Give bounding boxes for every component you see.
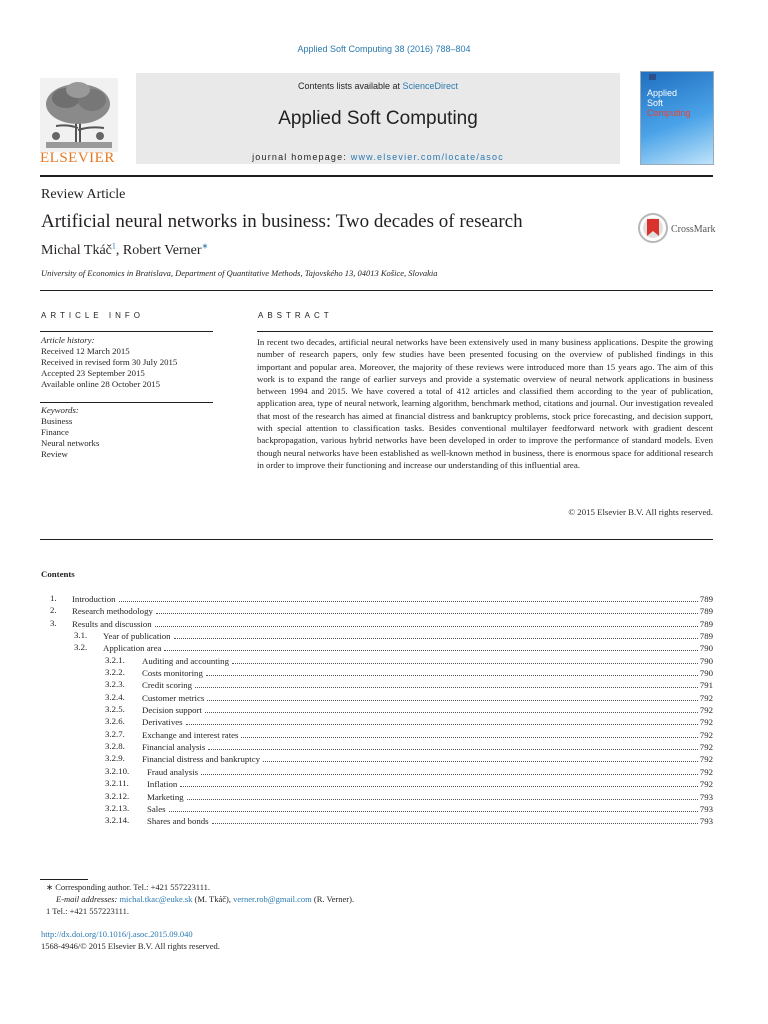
toc-entry-page: 791: [699, 680, 713, 691]
contents-heading: Contents: [41, 569, 75, 579]
toc-leader-dots: [174, 629, 698, 639]
crossmark-label[interactable]: CrossMark: [671, 224, 716, 235]
corresponding-text: Corresponding author. Tel.: +421 557223111.: [55, 882, 210, 892]
keyword-item: Business: [41, 416, 73, 426]
journal-title: Applied Soft Computing: [278, 108, 478, 129]
history-item: Received in revised form 30 July 2015: [41, 357, 178, 367]
article-info-heading: ARTICLE INFO: [41, 311, 144, 320]
toc-leader-dots: [187, 790, 698, 800]
toc-entry[interactable]: [0, 790, 768, 802]
footnotes: [46, 881, 354, 917]
toc-entry-number: 3.2.12.: [105, 790, 130, 801]
keywords-rule: [40, 402, 213, 403]
corresponding-mark[interactable]: ∗: [201, 241, 209, 251]
corresponding-footnote: [46, 881, 354, 893]
toc-entry-page: 790: [699, 655, 713, 666]
toc-leader-dots: [119, 592, 698, 602]
toc-leader-dots: [207, 691, 697, 701]
toc-entry-page: 793: [699, 791, 713, 802]
toc-entry-page: 792: [699, 766, 713, 777]
toc-entry-title: Decision support: [142, 705, 202, 716]
toc-entry[interactable]: [0, 814, 768, 826]
footnote-rule: [40, 879, 88, 880]
toc-entry-title: Costs monitoring: [142, 668, 203, 679]
author-separator: ,: [115, 243, 123, 258]
journal-cover-image: [641, 72, 713, 164]
cover-line-3: Computing: [647, 108, 691, 118]
article-history: [41, 335, 213, 390]
email-link[interactable]: michal.tkac@euke.sk: [119, 894, 193, 904]
table-of-contents: [0, 592, 768, 827]
abstract-heading: ABSTRACT: [258, 311, 333, 320]
toc-entry-title: Sales: [147, 803, 166, 814]
contents-available-line: [136, 81, 620, 91]
article-info-rule: [40, 331, 213, 332]
toc-entry-number: 3.2.6.: [105, 716, 125, 727]
toc-entry-page: 792: [699, 729, 713, 740]
toc-entry-number: 3.2.10.: [105, 765, 130, 776]
keyword-item: Neural networks: [41, 438, 100, 448]
toc-entry[interactable]: [0, 752, 768, 764]
toc-entry-title: Year of publication: [103, 631, 171, 642]
author-list: [41, 243, 208, 259]
toc-entry-title: Customer metrics: [142, 692, 205, 703]
toc-entry-title: Financial distress and bankruptcy: [142, 754, 260, 765]
toc-leader-dots: [169, 802, 698, 812]
issn-line: 1568-4946/© 2015 Elsevier B.V. All rights reserved.: [41, 941, 220, 951]
toc-entry-number: 3.2.14.: [105, 815, 130, 826]
toc-entry-number: 3.2.8.: [105, 741, 125, 752]
toc-entry[interactable]: [0, 765, 768, 777]
toc-entry-title: Research methodology: [72, 606, 153, 617]
toc-entry[interactable]: [0, 666, 768, 678]
toc-leader-dots: [180, 777, 698, 787]
toc-entry-page: 789: [699, 618, 713, 629]
toc-entry-number: 3.2.4.: [105, 691, 125, 702]
journal-citation[interactable]: Applied Soft Computing 38 (2016) 788–804: [297, 44, 471, 54]
email-owner: (M. Tkáč),: [192, 894, 234, 904]
toc-entry-page: 792: [699, 779, 713, 790]
toc-entry-title: Shares and bonds: [147, 816, 209, 827]
toc-entry-number: 3.2.: [74, 642, 88, 653]
sciencedirect-link[interactable]: ScienceDirect: [402, 81, 459, 91]
toc-entry-title: Marketing: [147, 791, 184, 802]
keywords-label: Keywords:: [41, 405, 79, 415]
doi-link[interactable]: http://dx.doi.org/10.1016/j.asoc.2015.09.040: [41, 929, 193, 939]
homepage-prefix: journal homepage:: [252, 152, 351, 162]
toc-entry[interactable]: [0, 641, 768, 653]
toc-entry-page: 789: [699, 594, 713, 604]
toc-entry[interactable]: [0, 617, 768, 629]
crossmark-icon[interactable]: [638, 213, 668, 243]
history-item: Received 12 March 2015: [41, 346, 130, 356]
toc-entry-number: 3.2.2.: [105, 667, 125, 678]
author-name: Michal Tkáč: [41, 243, 112, 258]
toc-entry-number: 3.2.5.: [105, 704, 125, 715]
toc-leader-dots: [156, 604, 698, 614]
doi-block: [41, 928, 220, 952]
author-affiliation: University of Economics in Bratislava, Department of Quantitative Methods, Tajovského 13, 04013 Košice, Slovakia: [41, 268, 438, 278]
email-label: E-mail addresses:: [56, 894, 118, 904]
toc-leader-dots: [241, 728, 697, 738]
toc-entry-page: 792: [699, 705, 713, 716]
toc-entry-number: 3.2.7.: [105, 728, 125, 739]
keyword-item: Finance: [41, 427, 69, 437]
toc-entry-page: 793: [699, 803, 713, 814]
toc-entry-number: 3.2.11.: [105, 778, 129, 789]
toc-entry-title: Exchange and interest rates: [142, 729, 239, 740]
toc-leader-dots: [205, 703, 698, 713]
toc-entry-number: 2.: [50, 605, 57, 616]
email-owner: (R. Verner).: [311, 894, 355, 904]
toc-entry[interactable]: [0, 703, 768, 715]
keyword-item: Review: [41, 449, 68, 459]
toc-entry[interactable]: [0, 604, 768, 616]
footnote-mark: 1: [46, 906, 51, 916]
history-label: Article history:: [41, 335, 95, 345]
elsevier-wordmark: ELSEVIER: [40, 150, 115, 166]
toc-entry-title: Results and discussion: [72, 618, 152, 629]
toc-entry[interactable]: [0, 728, 768, 740]
toc-entry-number: 3.: [50, 617, 57, 628]
article-type: Review Article: [41, 187, 126, 202]
toc-entry[interactable]: [0, 802, 768, 814]
keywords-list: [41, 405, 213, 460]
toc-entry-page: 792: [699, 692, 713, 703]
toc-entry-title: Financial analysis: [142, 742, 206, 753]
toc-entry[interactable]: [0, 777, 768, 789]
history-item: Accepted 23 September 2015: [41, 368, 145, 378]
toc-leader-dots: [232, 654, 698, 664]
toc-leader-dots: [155, 617, 698, 627]
toc-entry[interactable]: [0, 678, 768, 690]
toc-entry[interactable]: [0, 715, 768, 727]
toc-entry-page: 793: [699, 816, 713, 827]
toc-entry-number: 3.1.: [74, 630, 88, 641]
title-rule: [40, 290, 713, 291]
toc-leader-dots: [208, 740, 698, 750]
toc-entry-number: 1.: [50, 593, 57, 603]
toc-leader-dots: [212, 814, 698, 824]
elsevier-tree-logo: [40, 78, 118, 152]
toc-entry-page: 789: [699, 631, 713, 642]
toc-leader-dots: [164, 641, 697, 651]
email-link[interactable]: verner.rob@gmail.com: [233, 894, 312, 904]
homepage-link[interactable]: www.elsevier.com/locate/asoc: [350, 152, 504, 162]
journal-homepage: [136, 152, 620, 162]
toc-entry-page: 790: [699, 643, 713, 654]
toc-leader-dots: [186, 715, 698, 725]
toc-entry-number: 3.2.9.: [105, 753, 125, 764]
header-rule: [40, 175, 713, 177]
cover-title: [647, 88, 709, 118]
toc-entry-number: 3.2.1.: [105, 654, 125, 665]
toc-leader-dots: [263, 752, 698, 762]
toc-leader-dots: [201, 765, 698, 775]
footnote-mark[interactable]: 1: [111, 241, 116, 251]
corresponding-mark: ∗: [46, 882, 54, 892]
toc-entry-page: 790: [699, 668, 713, 679]
toc-leader-dots: [195, 678, 698, 688]
tel-text: Tel.: +421 557223111.: [52, 906, 129, 916]
toc-entry-title: Credit scoring: [142, 680, 193, 691]
author-name: Robert Verner: [122, 243, 202, 258]
toc-entry-title: Introduction: [72, 594, 116, 604]
cover-line-1: Applied: [647, 88, 678, 98]
tel-footnote: [46, 905, 354, 917]
abstract-copyright: © 2015 Elsevier B.V. All rights reserved.: [568, 507, 713, 517]
toc-entry-page: 792: [699, 742, 713, 753]
toc-entry-page: 792: [699, 754, 713, 765]
toc-entry[interactable]: [0, 629, 768, 641]
toc-entry-number: 3.2.13.: [105, 802, 130, 813]
history-item: Available online 28 October 2015: [41, 379, 161, 389]
email-footnote: [46, 893, 354, 905]
toc-entry-title: Fraud analysis: [147, 766, 199, 777]
abstract-text: In recent two decades, artificial neural networks have been extensively used in many business applications. Despite the growing number of research papers, only few studies have been presented focusing on the overview of published findings in this important and popular area. Moreover, the majority of these reviews were introduced more than 15 years ago. The aim of this work is to expand the range of earlier surveys and provide a systematic overview of neural network applications in business between 1994 and 2015. We have covered a total of 412 articles and classified them according to the year of publication, application area, type of neural network, learning algorithm, benchmark method, citations and journal. Our investigation revealed that most of the research has aimed at financial distress and bankruptcy problems, stock price forecasting, and decision support, with special attention to classification tasks. Besides conventional multilayer feedforward network with gradient descent backpropagation, various hybrid networks have been developed in order to improve the performance of standard models. Even though neural networks have been established as well-known method in business, there is enormous space for additional research in order to improve their functioning and increase our understanding of this influential area.: [257, 337, 713, 470]
toc-entry-title: Auditing and accounting: [142, 655, 229, 666]
cover-line-2: Soft: [647, 98, 664, 108]
abstract-rule: [257, 331, 713, 332]
toc-entry-page: 792: [699, 717, 713, 728]
article-title: Artificial neural networks in business: Two decades of research: [41, 211, 523, 232]
toc-entry[interactable]: [0, 691, 768, 703]
toc-entry-title: Inflation: [147, 779, 178, 790]
toc-entry-number: 3.2.3.: [105, 679, 125, 690]
toc-entry[interactable]: [0, 592, 768, 604]
cover-emblem: [649, 74, 656, 80]
toc-entry-page: 789: [699, 606, 713, 617]
toc-entry[interactable]: [0, 740, 768, 752]
toc-entry[interactable]: [0, 654, 768, 666]
contents-prefix: Contents lists available at: [297, 81, 403, 91]
toc-entry-title: Application area: [103, 643, 162, 654]
toc-leader-dots: [206, 666, 698, 676]
toc-entry-title: Derivatives: [142, 717, 183, 728]
abstract-bottom-rule: [40, 539, 713, 540]
